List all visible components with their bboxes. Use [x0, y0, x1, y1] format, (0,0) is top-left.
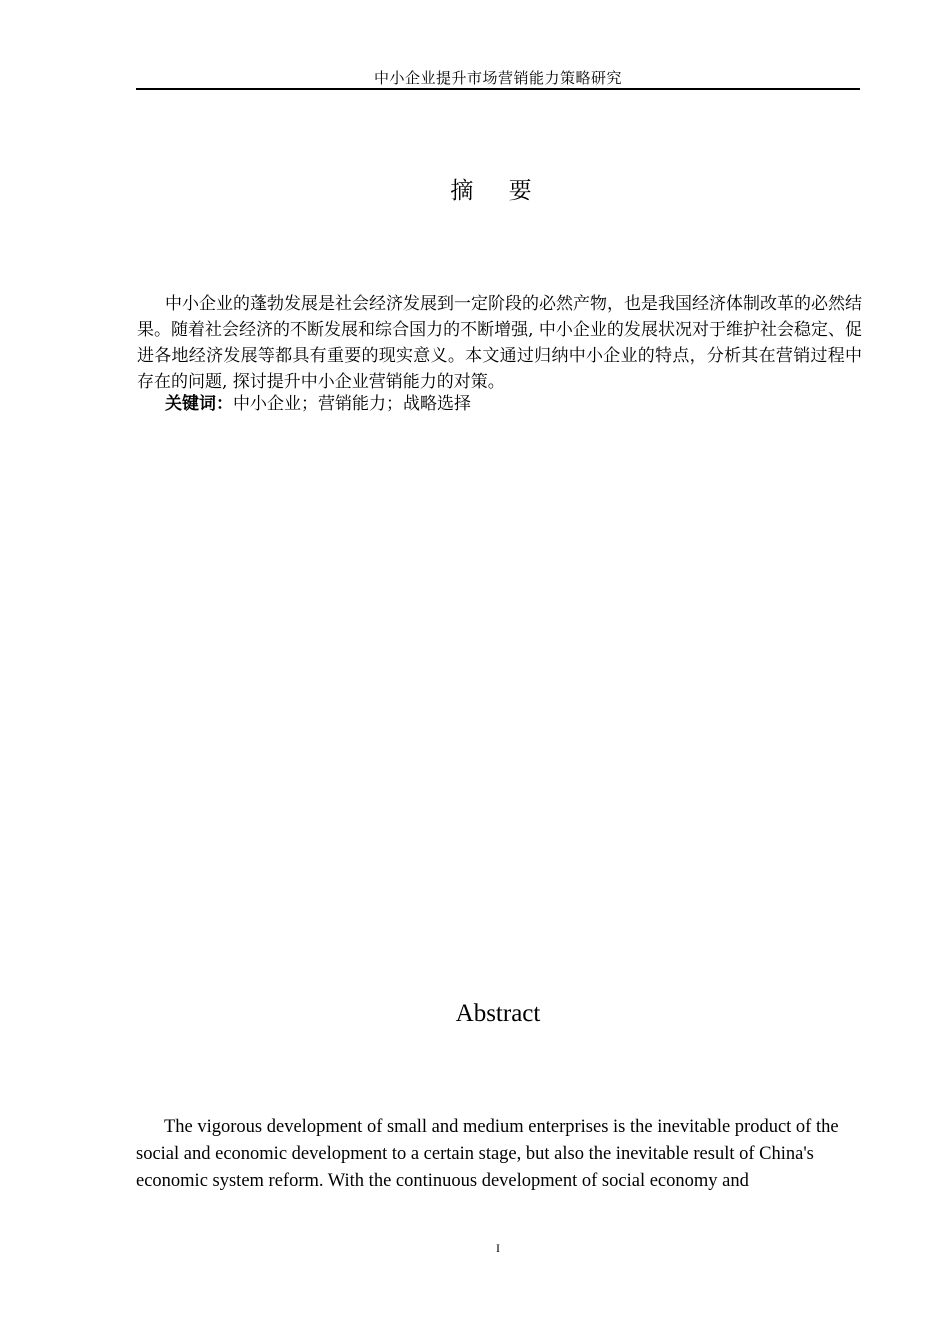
page-number: I	[496, 1241, 500, 1255]
abstract-body-en: The vigorous development of small and medium enterprises is the inevitable product of the social and economic development to a certain stage, but also the inevitable result of China's economic system reform. With the continuous development of social economy and	[136, 1117, 839, 1191]
abstract-title-en: Abstract	[455, 1000, 541, 1027]
abstract-title-cn: 摘 要	[450, 178, 546, 204]
running-header: 中小企业提升市场营销能力策略研究	[373, 69, 622, 87]
abstract-body-cn: 中小企业的蓬勃发展是社会经济发展到一定阶段的必然产物，也是我国经济体制改革的必然结果。随着社会经济的不断发展和综合国力的不断增强, 中小企业的发展状况对于维护社会稳定、促进各地经济发展等都具有重要的现实意义。本文通过归纳中小企业的特点，分析其在营销过程中存在的问题, 探讨提升中小企业营销能力的对策。	[137, 294, 862, 392]
keywords-value: 中小企业；营销能力；战略选择	[233, 394, 471, 414]
keywords-line	[165, 391, 855, 417]
header-rule	[136, 88, 860, 90]
keywords-label: 关键词：	[165, 394, 233, 414]
